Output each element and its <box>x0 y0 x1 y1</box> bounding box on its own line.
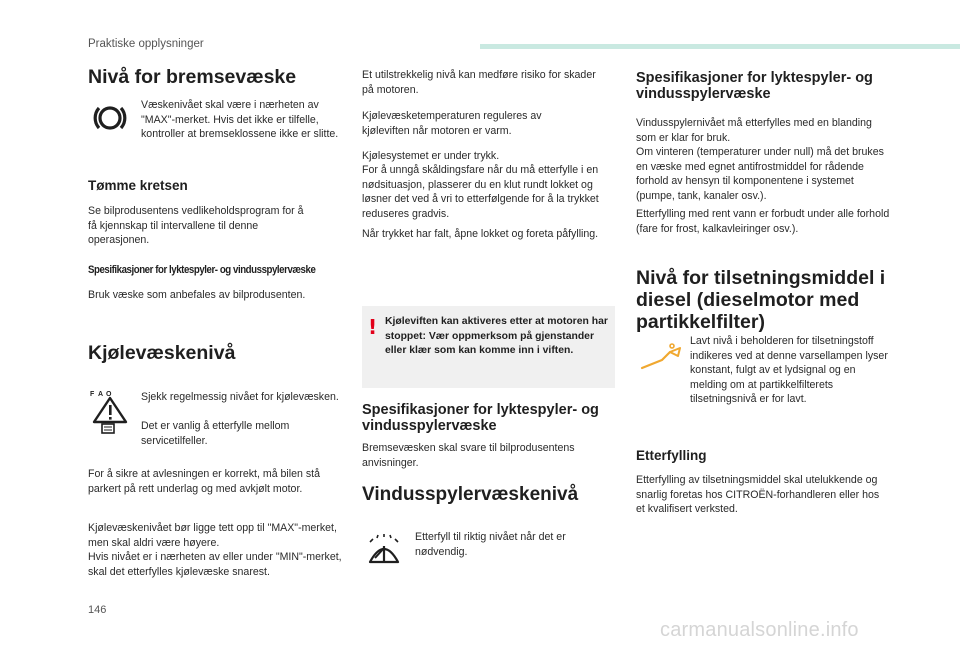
col2-para-3c: Når trykket har falt, åpne lokket og foreta påfylling. <box>362 228 599 240</box>
coolant-para-1: For å sikre at avlesningen er korrekt, må bilen stå parkert på rett underlag og med avkjølt motor. <box>88 468 320 495</box>
coolant-para-2b: Hvis nivået er i nærheten av eller under "MIN"-merket, skal det etterfylles kjølevæske snarest. <box>88 551 342 578</box>
emptying-title: Tømme kretsen <box>88 178 188 193</box>
col2-spec-text: Bremsevæsken skal svare til bilprodusentens anvisninger. <box>362 442 575 469</box>
col2-spec-title: Spesifikasjoner for lyktespyler- og vindusspylervæske <box>362 402 599 434</box>
coolant-para-2a: Kjølevæskenivået bør ligge tett opp til "MAX"-merket, men skal aldri være høyere. <box>88 522 337 549</box>
coolant-icon-text-2: Det er vanlig å etterfylle mellom servicetilfeller. <box>141 420 290 447</box>
refill-title: Etterfylling <box>636 448 707 463</box>
col3-spec-para-3: Etterfylling med rent vann er forbudt under alle forhold (fare for frost, kalkavleiringer osv.). <box>636 208 890 235</box>
additive-level-icon <box>640 342 684 377</box>
col2-para-3a: Kjølesystemet er under trykk. <box>362 150 500 162</box>
emptying-text: Se bilprodusentens vedlikeholdsprogram for å få kjennskap til intervallene til denne operasjonen. <box>88 205 304 247</box>
warning-text: Kjøleviften kan aktiveres etter at motoren har stoppet: Vær oppmerksom på gjenstander eller klær som kan komme inn i viften. <box>385 316 608 357</box>
col3-spec-title: Spesifikasjoner for lyktespyler- og vindusspylervæske <box>636 70 873 102</box>
coolant-icon-label-f: F <box>90 391 95 398</box>
coolant-icon-label-a: A <box>98 391 104 398</box>
washer-title: Vindusspylervæskenivå <box>362 484 579 505</box>
col1-spec-title: Spesifikasjoner for lyktespyler- og vindusspylervæske <box>88 264 316 276</box>
col2-para-3b: For å unngå skåldingsfare når du må etterfylle i en nødsituasjon, plasserer du en klut rundt lokket og løsner det ved å vri to etterfølgende for å la trykket reduseres gradvis. <box>362 164 599 220</box>
refill-text: Etterfylling av tilsetningsmiddel skal utelukkende og snarlig foretas hos CITROËN-forhandleren eller hos et kvalifisert verksted. <box>636 474 880 516</box>
brake-fluid-icon-text: Væskenivået skal være i nærheten av "MAX"-merket. Hvis det ikke er tilfelle, kontroller at bremseklossene ikke er slitte. <box>141 99 339 141</box>
col3-spec-para-2: Om vinteren (temperaturer under null) må det brukes en væske med egnet antifrostmiddel for rådende forhold av hensyn til komponentene i systemet (pumpe, tank, kanaler osv.). <box>636 146 884 202</box>
col2-para-2: Kjølevæsketemperaturen reguleres av kjøleviften når motoren er varm. <box>362 110 542 137</box>
watermark: carmanualsonline.info <box>660 619 859 641</box>
warning-exclamation-icon: ! <box>368 315 378 339</box>
washer-icon-text: Etterfyll til riktig nivået når det er nødvendig. <box>415 531 566 558</box>
coolant-icon-label-o: O <box>106 391 112 398</box>
additive-title: Nivå for tilsetningsmiddel i diesel (dieselmotor med partikkelfilter) <box>636 267 886 333</box>
col1-spec-text: Bruk væske som anbefales av bilprodusenten. <box>88 289 306 301</box>
coolant-title: Kjølevæskenivå <box>88 342 236 364</box>
section-label: Praktiske opplysninger <box>88 38 204 50</box>
warning-box <box>362 306 615 388</box>
additive-icon-text: Lavt nivå i beholderen for tilsetningstoff indikeres ved at denne varsellampen lyser konstant, fulgt av et lydsignal og en melding om at partikkelfilterets tilsetningsnivå er for lavt. <box>690 335 888 406</box>
washer-fluid-icon <box>364 530 404 575</box>
col3-spec-para-1: Vindusspylernivået må etterfylles med en blanding som er klar for bruk. <box>636 117 872 144</box>
coolant-icon-text-1: Sjekk regelmessig nivået for kjølevæsken. <box>141 391 339 403</box>
brake-warning-icon <box>92 102 128 139</box>
header-accent-rule <box>480 44 960 49</box>
col2-para-1: Et utilstrekkelig nivå kan medføre risiko for skader på motoren. <box>362 69 596 96</box>
brake-fluid-title: Nivå for bremsevæske <box>88 66 297 88</box>
page-number: 146 <box>88 604 107 616</box>
coolant-warning-icon <box>88 388 130 439</box>
